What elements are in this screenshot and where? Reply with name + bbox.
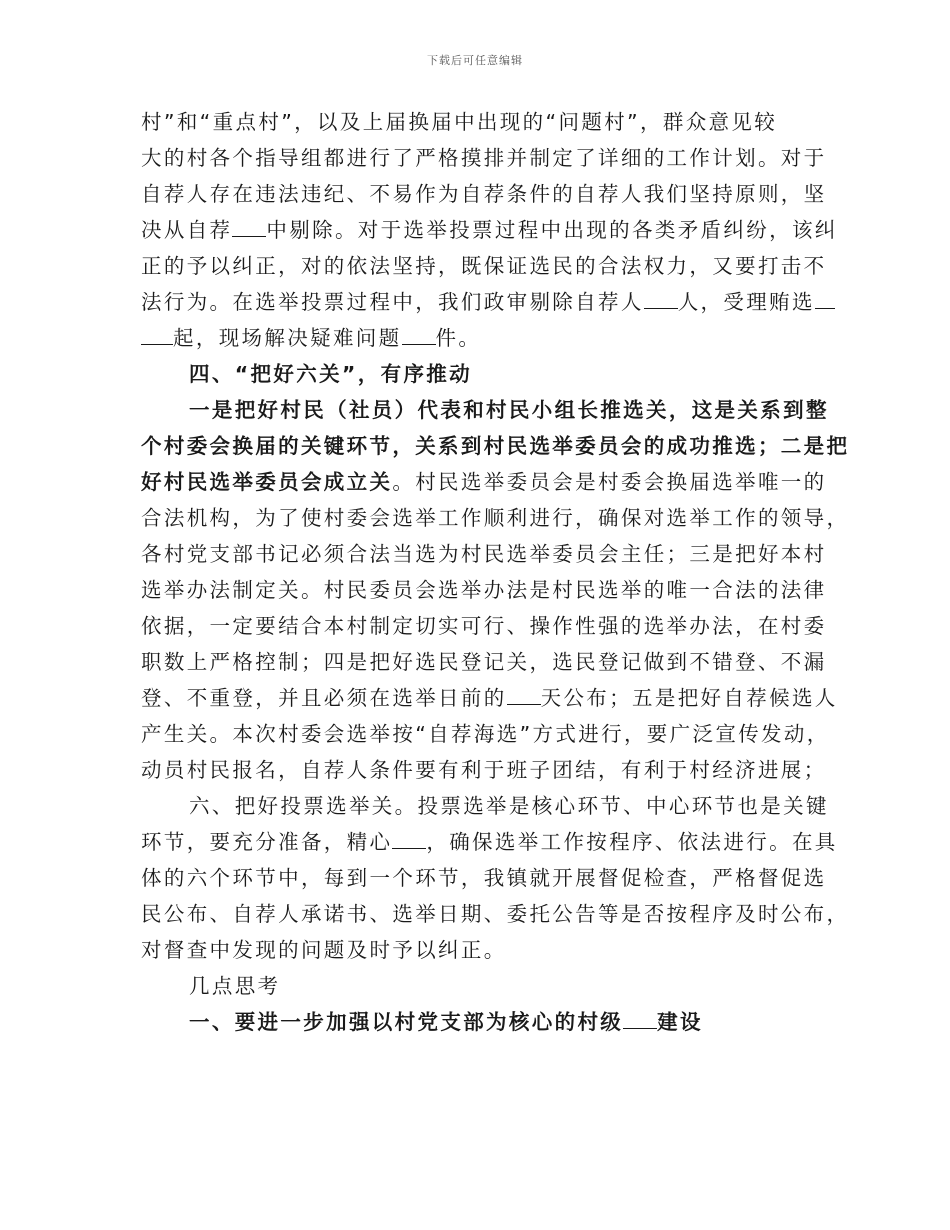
- heading-four-gates: 四、“把好六关”，有序推动: [189, 362, 472, 386]
- paragraph2-line4: 合法机构，为了使村委会选举工作顺利进行，确保对选举工作的领导，: [141, 506, 850, 530]
- text-segment: 人，受理贿选: [677, 290, 815, 314]
- paragraph2-line6: 选举办法制定关。村民委员会选举办法是村民选举的唯一合法的法律: [141, 578, 827, 602]
- paragraph1-line1: 村”和“重点村”，以及上届换届中出现的“问题村”，群众意见较: [141, 110, 778, 134]
- text-segment: 决从自荐: [141, 218, 233, 242]
- paragraph2-line5: 各村党支部书记必须合法当选为村民选举委员会主任；三是把好本村: [141, 542, 827, 566]
- text-segment: 建设: [657, 1010, 703, 1034]
- paragraph3-line2: [141, 824, 838, 860]
- paragraph1-line7: [141, 320, 821, 356]
- paragraph2-line11: 动员村民报名，自荐人条件要有利于班子团结，有利于村经济进展；: [141, 758, 827, 782]
- paragraph3-line1: 六、把好投票选举关。投票选举是核心环节、中心环节也是关键: [189, 794, 829, 818]
- paragraph2-line10: 产生关。本次村委会选举按“自荐海选”方式进行，要广泛宣传发动，: [141, 722, 830, 746]
- paragraph3-line5: 对督查中发现的问题及时予以纠正。: [141, 938, 507, 962]
- paragraph2-line9: [141, 680, 838, 716]
- paragraph1-line6: [141, 284, 821, 320]
- bold-segment: 好村民选举委员会成立关: [141, 470, 393, 494]
- fill-blank: [507, 684, 541, 705]
- text-segment: 件。: [435, 326, 482, 350]
- fill-blank: [232, 216, 266, 237]
- text-segment: 登、不重登，并且必须在选举日前的: [141, 686, 507, 710]
- text-segment: 起，现场解决疑难问题: [173, 326, 402, 350]
- text-segment: ，确保选举工作按程序、依法进行。在具: [426, 830, 838, 854]
- fill-blank: [402, 324, 436, 345]
- paragraph1-line2: 大的村各个指导组都进行了严格摸排并制定了详细的工作计划。对于: [141, 146, 827, 170]
- paragraph2-line3: [141, 464, 827, 500]
- paragraph1-line4: [141, 212, 838, 248]
- text-segment: 一、要进一步加强以村党支部为核心的村级: [189, 1010, 624, 1034]
- paragraph3-line4: 民公布、自荐人承诺书、选举日期、委托公告等是否按程序及时公布，: [141, 902, 850, 926]
- heading-village-building: [141, 1004, 821, 1040]
- paragraph1-line5: 正的予以纠正，对的依法坚持，既保证选民的合法权力，又要打击不: [141, 254, 827, 278]
- fill-blank: [623, 1008, 657, 1029]
- text-segment: 环节，要充分准备，精心: [141, 830, 393, 854]
- paragraph2-line1: 一是把好村民（社员）代表和村民小组长推选关，这是关系到整: [189, 398, 829, 422]
- text-segment: 天公布；五是把好自荐候选人: [540, 686, 838, 710]
- text-segment: 法行为。在选举投票过程中，我们政审剔除自荐人: [141, 290, 644, 314]
- document-body: [141, 104, 850, 1040]
- text-segment: 中剔除。对于选举投票过程中出现的各类矛盾纠纷，该纠: [266, 218, 838, 242]
- paragraph1-line3: 自荐人存在违法违纪、不易作为自荐条件的自荐人我们坚持原则，坚: [141, 182, 827, 206]
- paragraph2-line8: 职数上严格控制；四是把好选民登记关，选民登记做到不错登、不漏: [141, 650, 827, 674]
- section-title: 几点思考: [189, 974, 281, 998]
- paragraph2-line2: 个村委会换届的关键环节，关系到村民选举委员会的成功推选；二是把: [141, 434, 850, 458]
- page-header-note: 下载后可任意编辑: [427, 54, 523, 67]
- paragraph2-line7: 依据，一定要结合本村制定切实可行、操作性强的选举办法，在村委: [141, 614, 827, 638]
- fill-blank: [815, 288, 835, 309]
- fill-blank: [141, 324, 173, 345]
- fill-blank: [392, 828, 426, 849]
- paragraph3-line3: 体的六个环节中，每到一个环节，我镇就开展督促检查，严格督促选: [141, 866, 827, 890]
- text-segment: 。村民选举委员会是村委会换届选举唯一的: [392, 470, 827, 494]
- fill-blank: [644, 288, 678, 309]
